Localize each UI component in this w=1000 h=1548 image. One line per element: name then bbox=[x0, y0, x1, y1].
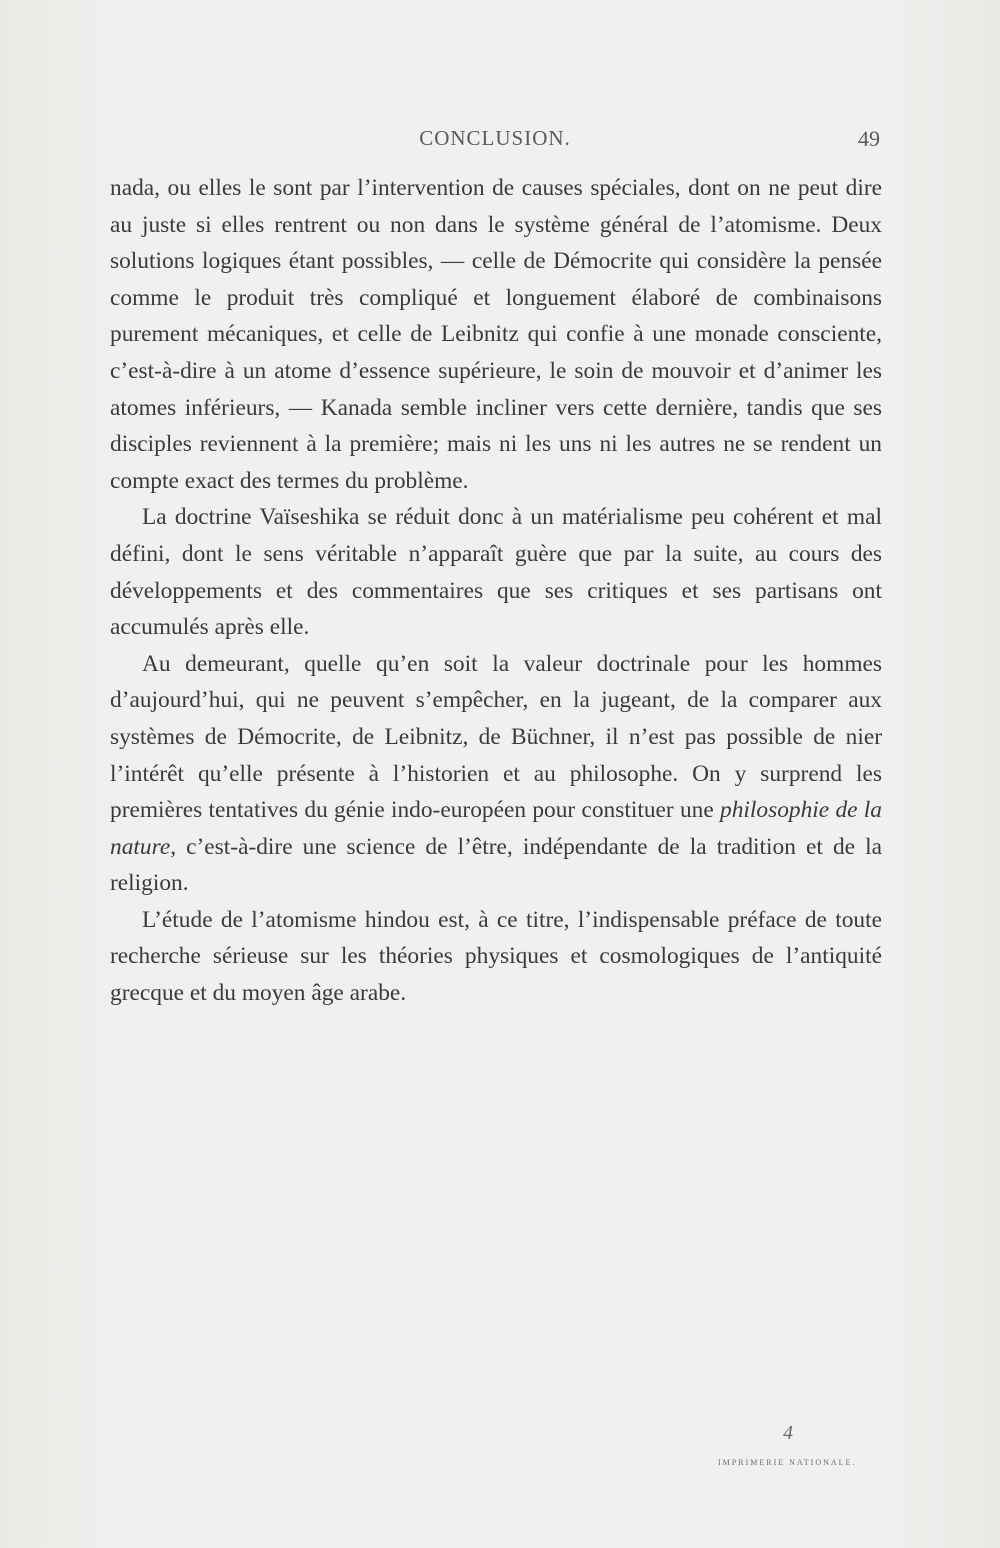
italic-phrase: philosophie de la nature bbox=[110, 797, 882, 860]
paragraph-text-after: , c’est-à-dire une science de l’être, indépendante de la tradition et de la religion. bbox=[110, 833, 882, 897]
running-head: CONCLUSION. bbox=[419, 126, 571, 150]
signature-mark: 4 bbox=[783, 1422, 793, 1444]
paragraph-vaiseshika: La doctrine Vaïseshika se réduit donc à un matérialisme peu cohérent et mal défini, dont le sens véritable n’apparaît guère que par la suite, au cours des développements et des commentaires que ses critiques et ses partisans ont accumulés après elle. bbox=[110, 504, 882, 641]
paragraph-continued: nada, ou elles le sont par l’intervention de causes spéciales, dont on ne peut dire au juste si elles rentrent ou non dans le système général de l’atomisme. Deux solutions logiques étant possibles, — celle de Démocrite qui considère la pensée comme le produit très compliqué et longuement élaboré de combinaisons purement mécaniques, et celle de Leibnitz qui confie à une monade consciente, c’est-à-dire à un atome d’essence supérieure, le soin de mouvoir et d’animer les atomes inférieurs, — Kanada semble incliner vers cette dernière, tandis que ses disciples reviennent à la première; mais ni les uns ni les autres ne se rendent un compte exact des termes du problème. bbox=[110, 175, 882, 494]
page-number: 49 bbox=[858, 126, 880, 151]
paragraph-etude: L’étude de l’atomisme hindou est, à ce titre, l’indispensable préface de toute recherche sérieuse sur les théories physiques et cosmologiques de l’antiquité grecque et du moyen âge arabe. bbox=[110, 906, 882, 1007]
body-text bbox=[110, 170, 882, 1012]
paragraph-text-before: Au demeurant, quelle qu’en soit la valeur doctrinale pour les hommes d’aujourd’hui, qui ne peuvent s’empêcher, en la jugeant, de la comparer aux systèmes de Démocrite, de Leibnitz, de Büchner, il n’est pas possible de nier l’intérêt qu’elle présente à l’historien et au philosophe. On y surprend les premières tentatives du génie indo-européen pour constituer une bbox=[110, 650, 882, 824]
printer-imprint: IMPRIMERIE NATIONALE. bbox=[718, 1458, 857, 1467]
paragraph-au-demeurant bbox=[110, 646, 882, 902]
page-header bbox=[110, 126, 880, 158]
